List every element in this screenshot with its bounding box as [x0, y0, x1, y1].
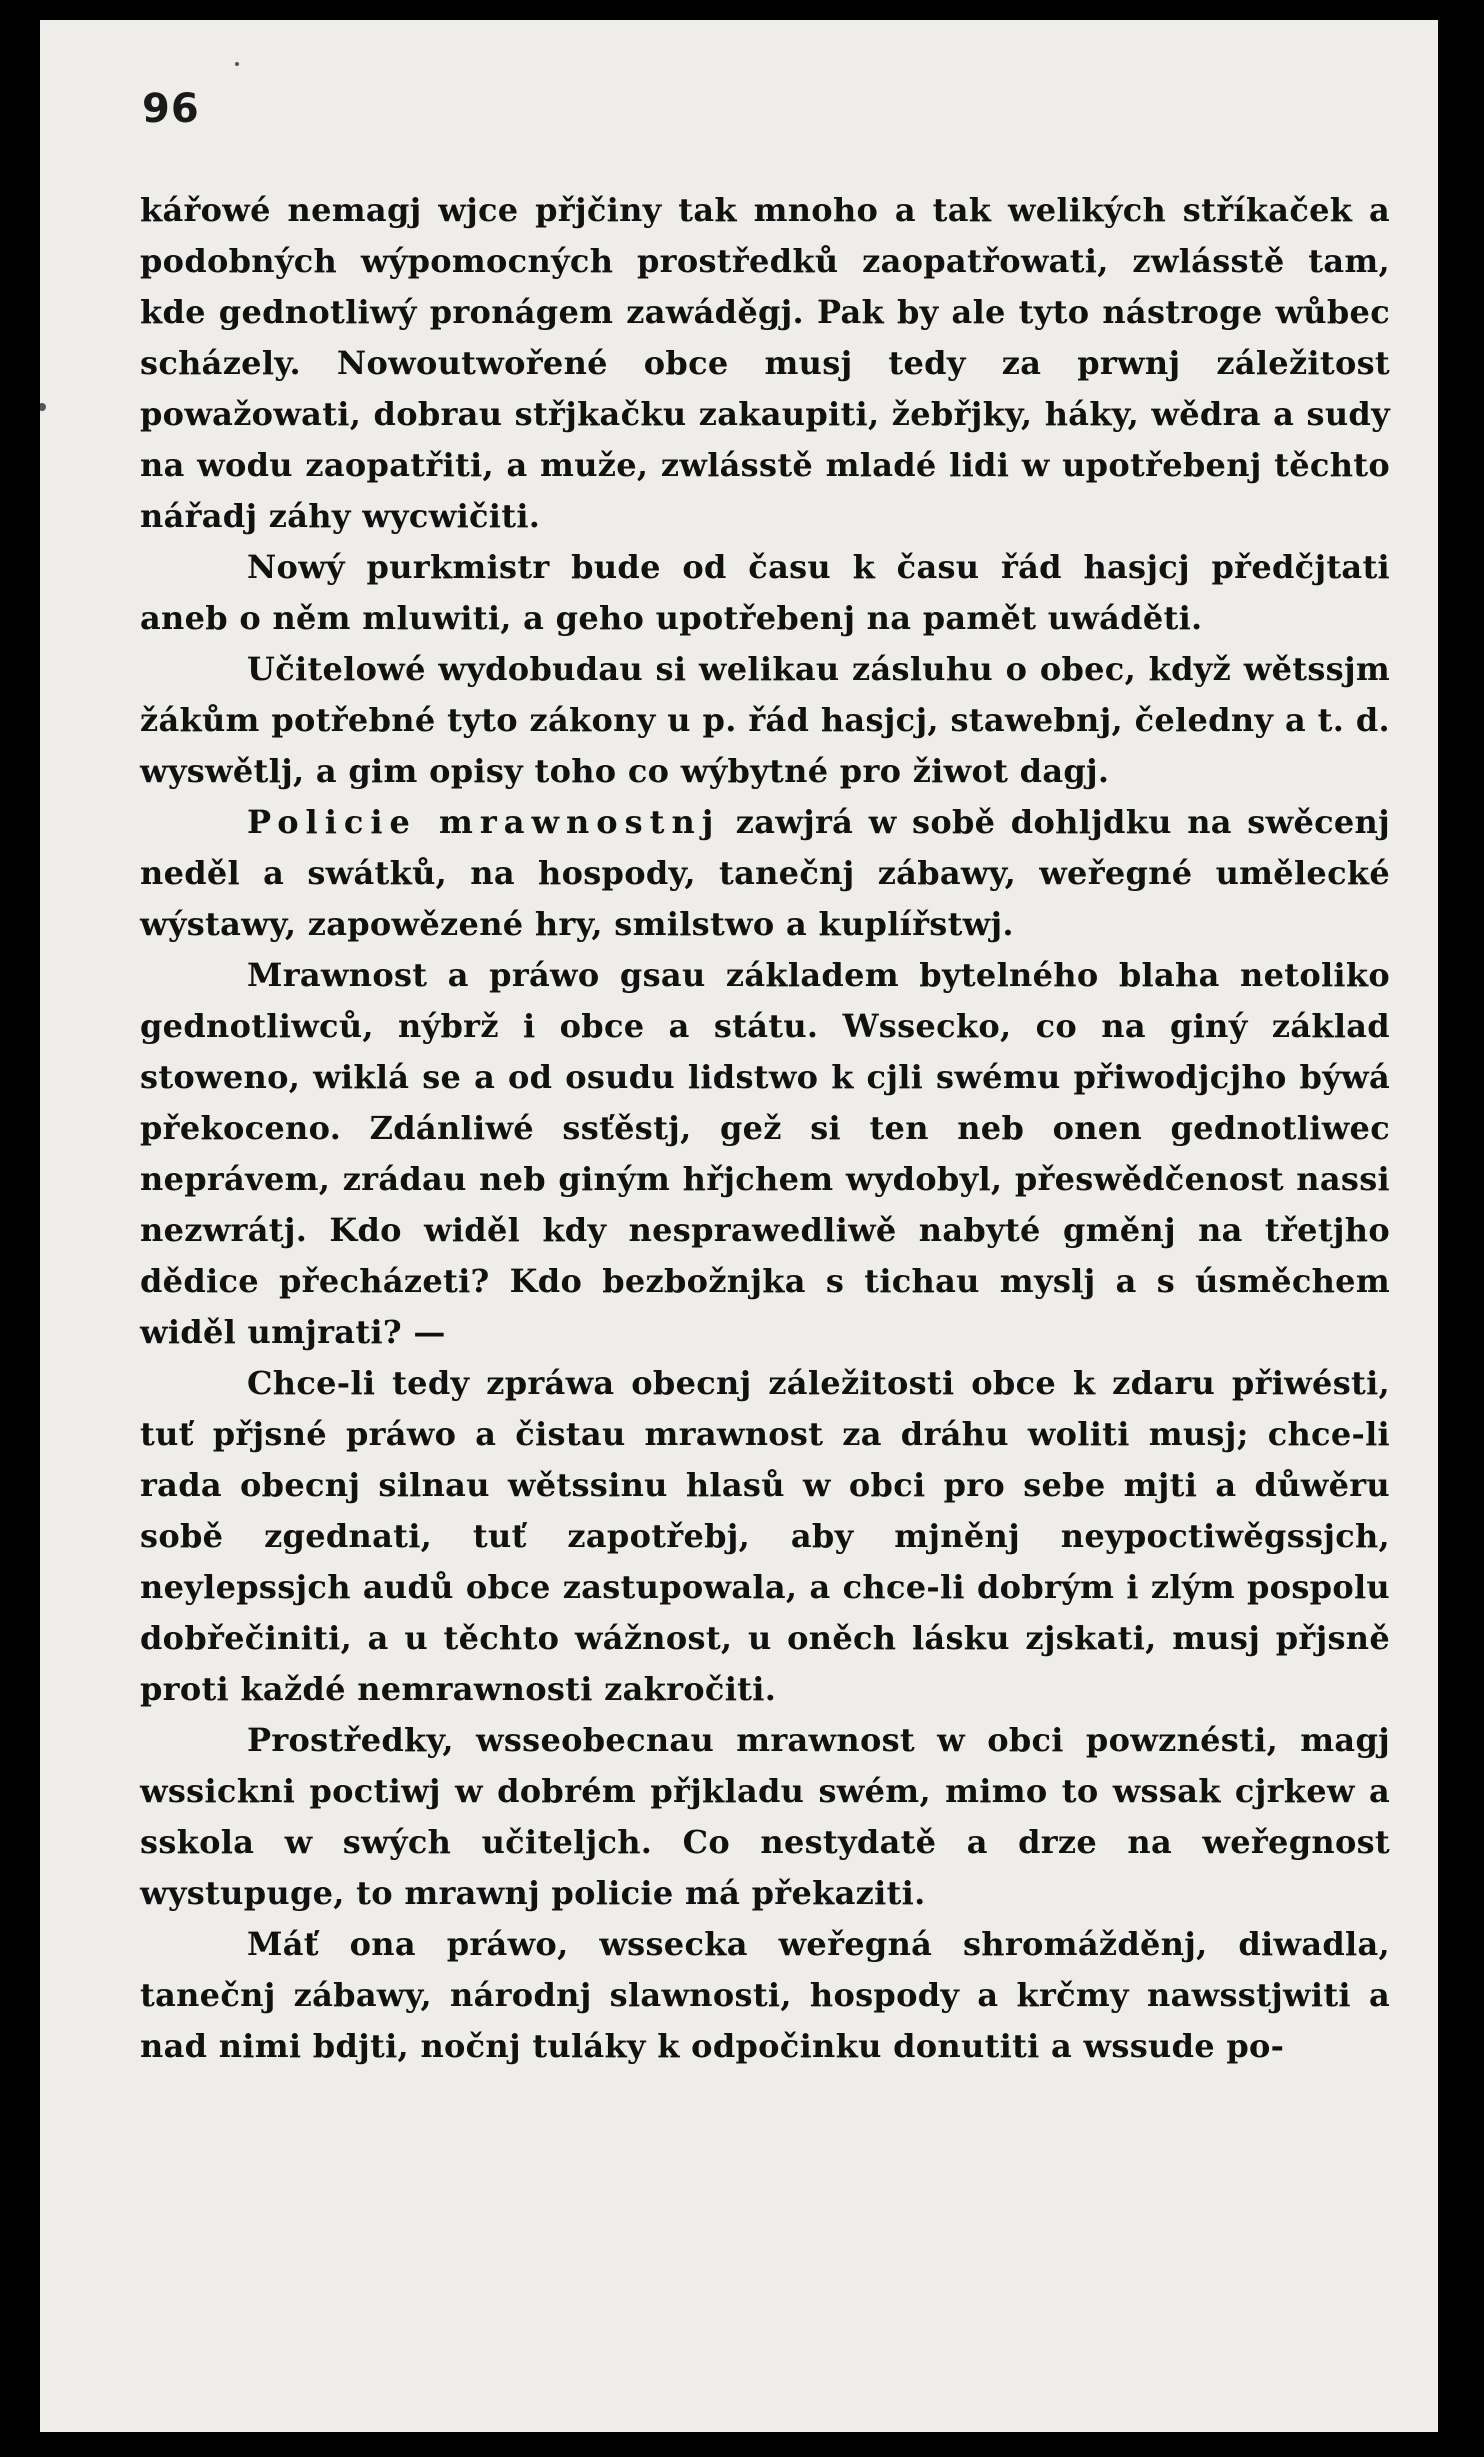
- paragraph-2: Nowý purkmistr bude od času k času řád hasjcj předčjtati aneb o něm mluwiti, a geho upotřebenj na pamět uwáděti.: [140, 548, 1390, 637]
- paragraph-7: Prostředky, wsseobecnau mrawnost w obci powznésti, magj wssickni poctiwj w dobrém přjkladu swém, mimo to wssak cjrkew a sskola w swých učiteljch. Co nestydatě a drze na weřegnost wystupuge, to mrawnj policie má překaziti.: [140, 1721, 1390, 1912]
- paragraph-1: kářowé nemagj wjce přjčiny tak mnoho a tak welikých stříkaček a podobných wýpomocných prostředků zaopatřowati, zwlásstě tam, kde gednotliwý pronágem zawáděgj. Pak by ale tyto nástroge wůbec scházely. Nowoutwořené obce musj tedy za prwnj záležitost powažowati, dobrau střjkačku zakaupiti, žebřjky, háky, wědra a sudy na wodu zaopatřiti, a muže, zwlásstě mladé lidi w upotřebenj těchto nářadj záhy wycwičiti.: [140, 191, 1390, 535]
- paragraph-5: Mrawnost a práwo gsau základem bytelného blaha netoliko gednotliwců, nýbrž i obce a státu. Wssecko, co na giný základ stoweno, wiklá se a od osudu lidstwo k cjli swému přiwodjcjho býwá překoceno. Zdánliwé ssťěstj, gež si ten neb onen gednotliwec neprávem, zrádau neb giným hřjchem wydobyl, přeswědčenost nassi nezwrátj. Kdo widěl kdy nesprawedliwě nabyté gměnj na třetjho dědice přecházeti? Kdo bezbožnjka s tichau myslj a s úsměchem widěl umjrati? —: [140, 956, 1390, 1351]
- book-page: [40, 20, 1438, 2432]
- paragraph-3: Učitelowé wydobudau si welikau zásluhu o obec, když wětssjm žákům potřebné tyto zákony u p. řád hasjcj, stawebnj, čeledny a t. d. wyswětlj, a gim opisy toho co wýbytné pro žiwot dagj.: [140, 650, 1390, 790]
- paragraph-4-text: zawjrá w sobě dohljdku na swěcenj neděl a swátků, na hospody, tanečnj zábawy, weřegné umělecké wýstawy, zapowězené hry, smilstwo a kuplířstwj.: [140, 803, 1391, 943]
- paragraph-8: Máť ona práwo, wssecka weřegná shromážděnj, diwadla, tanečnj zábawy, národnj slawnosti, hospody a krčmy nawsstjwiti a nad nimi bdjti, nočnj tuláky k odpočinku donutiti a wssude po-: [140, 1925, 1390, 2065]
- paragraph-4: [140, 797, 1390, 950]
- paragraph-6: Chce-li tedy zpráwa obecnj záležitosti obce k zdaru přiwésti, tuť přjsné práwo a čistau mrawnost za dráhu woliti musj; chce-li rada obecnj silnau wětssinu hlasů w obci pro sebe mjti a důwěru sobě zgednati, tuť zapotřebj, aby mjněnj neypoctiwěgssjch, neylepssjch audů obce zastupowala, a chce-li dobrým i zlým pospolu dobřečiniti, a u těchto wážnost, u oněch lásku zjskati, musj přjsně proti každé nemrawnosti zakročiti.: [140, 1364, 1390, 1708]
- paper-speck: [235, 62, 239, 66]
- body-text: [140, 185, 1390, 2072]
- section-lead: Policie mrawnostnj: [247, 803, 721, 841]
- page-number: 96: [142, 86, 200, 132]
- paper-speck: [40, 403, 46, 411]
